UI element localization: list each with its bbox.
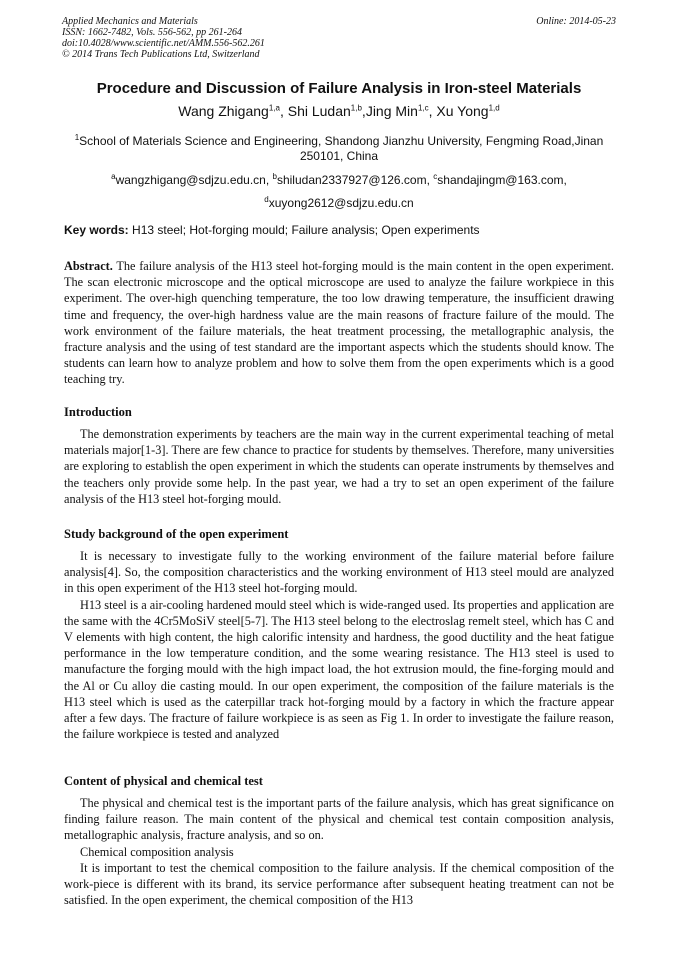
paragraph: The physical and chemical test is the important parts of the failure analysis, which has great significance on finding failure reason. The main content of the physical and chemical test contain composition analysis, metallographic analysis, fracture analysis, and so on. (64, 796, 614, 843)
section-heading-content: Content of physical and chemical test (64, 774, 263, 788)
issn-line: ISSN: 1662-7482, Vols. 556-562, pp 261-264 (62, 27, 242, 38)
paragraph: The demonstration experiments by teachers are the main way in the current experimental teaching of metal materials major[1-3]. There are few chance to practice for students by themselves. Therefore, many universities are exploring to establish the open experiment in which the students can operate instruments by themselves and the teachers only provide some help. In the past year, we had a try to set an open experiment of the failure analysis of the H13 steel hot-forging mould. (64, 427, 614, 506)
journal-name: Applied Mechanics and Materials (62, 16, 198, 27)
keywords (64, 223, 614, 237)
content-body (64, 795, 614, 908)
author-name: Xu Yong (436, 103, 489, 119)
keywords-label: Key words: (64, 223, 129, 237)
email-address[interactable]: xuyong2612@sdjzu.edu.cn (268, 196, 414, 210)
paper-title: Procedure and Discussion of Failure Analysis in Iron-steel Materials (96, 80, 582, 97)
email-sup: b (272, 172, 277, 181)
section-heading-introduction: Introduction (64, 405, 132, 419)
author-sup: 1,d (488, 103, 500, 113)
email-sup: d (264, 195, 269, 204)
journal-header (62, 16, 265, 60)
email-address[interactable]: shiludan2337927@126.com (276, 173, 427, 187)
author-list: Wang Zhigang$^{1,a}$, Shi Ludan$^{1,b}$,Jing Min$^{1,c}$, Xu Yong$^{1,d}$ (178, 103, 500, 119)
abstract-label: Abstract. (64, 259, 113, 273)
email-list: $^a$wangzhigang@sdjzu.edu.cn, $^b$shiludan2337927@126.com, $^c$shandajingm@163.com, $^d$xuyong2612@sdjzu.edu.cn (111, 172, 567, 210)
email-sup: c (433, 172, 438, 181)
email-address[interactable]: wangzhigang@sdjzu.edu.cn (115, 173, 266, 187)
author-name: Jing Min (365, 103, 418, 119)
doi-line: doi:10.4028/www.scientific.net/AMM.556-562.261 (62, 38, 265, 49)
email-address[interactable]: shandajingm@163.com (437, 173, 564, 187)
author-name: Wang Zhigang (178, 103, 269, 119)
section-heading-background: Study background of the open experiment (64, 527, 289, 541)
author-sup: 1,a (268, 103, 280, 113)
keywords-text: H13 steel; Hot-forging mould; Failure analysis; Open experiments (132, 223, 480, 237)
author-name: Shi Ludan (287, 103, 351, 119)
affiliation (64, 130, 614, 164)
online-date: Online: 2014-05-23 (536, 16, 616, 27)
background-body (64, 548, 614, 742)
affiliation-line: 250101, China (299, 149, 379, 163)
affiliation-line: School of Materials Science and Engineering, Shandong Jianzhu University, Fengming Road,Jinan (79, 134, 604, 148)
subsection-heading: Chemical composition analysis (80, 844, 234, 859)
paragraph: H13 steel is a air-cooling hardened mould steel which is wide-ranged used. Its properties and application are the same with the 4Cr5MoSiV steel[5-7]. The H13 steel belong to the electroslag remelt steel, which has C and V elements with high content, the high calorific intensity and hardness, the good ductility and the heat fatigue performance in the low temperature condition, and the some wearing resistance. The H13 steel is used to manufacture the forging mould with the high impact load, the hot extrusion mould, the fine-forging mould and the Al or Cu alloy die casting mould. In our open experiment, the composition of the failure materials is the H13 steel which is used as the caterpillar track hot-forging mould by a factory in which the fracture appear after a few days. The fracture of failure workpiece is as seen as Fig 1. In order to investigate the failure reason, the failure workpiece is tested and analyzed (64, 597, 614, 742)
abstract-text: The failure analysis of the H13 steel hot-forging mould is the main content in the open experiment. The scan electronic microscope and the optical microscope are used to analyze the failure workpiece in this experiment. The over-high quenching temperature, the too low drawing temperature, the insufficient drawing time and frequency, the over-high hardness value are the main reasons of fracture failure of the mould. The work environment of the failure materials, the heat treatment processing, the metallographic analysis, the fracture analysis and the using of test standard are the important aspects which the students should know. The students can learn how to analyze problem and how to solve them from the open experiments which is a good teaching try. (64, 259, 614, 387)
author-sup: 1,c (417, 103, 429, 113)
abstract (64, 258, 614, 388)
paragraph: It is important to test the chemical composition to the failure analysis. If the chemical composition of the work-piece is different with its brand, its service performance after subsequent heating treatment can not be satisfied. In the open experiment, the chemical composition of the H13 (64, 860, 614, 908)
email-sup: a (111, 172, 116, 181)
introduction-body (64, 426, 614, 507)
author-sup: 1,b (350, 103, 362, 113)
copyright-line: © 2014 Trans Tech Publications Ltd, Switzerland (62, 49, 260, 60)
paragraph: It is necessary to investigate fully to the working environment of the failure material before failure analysis[4]. So, the composition characteristics and the working environment of H13 steel mould are analyzed in this open experiment of the H13 steel hot-forging mould. (64, 549, 614, 596)
affiliation-sup: 1 (74, 133, 80, 142)
